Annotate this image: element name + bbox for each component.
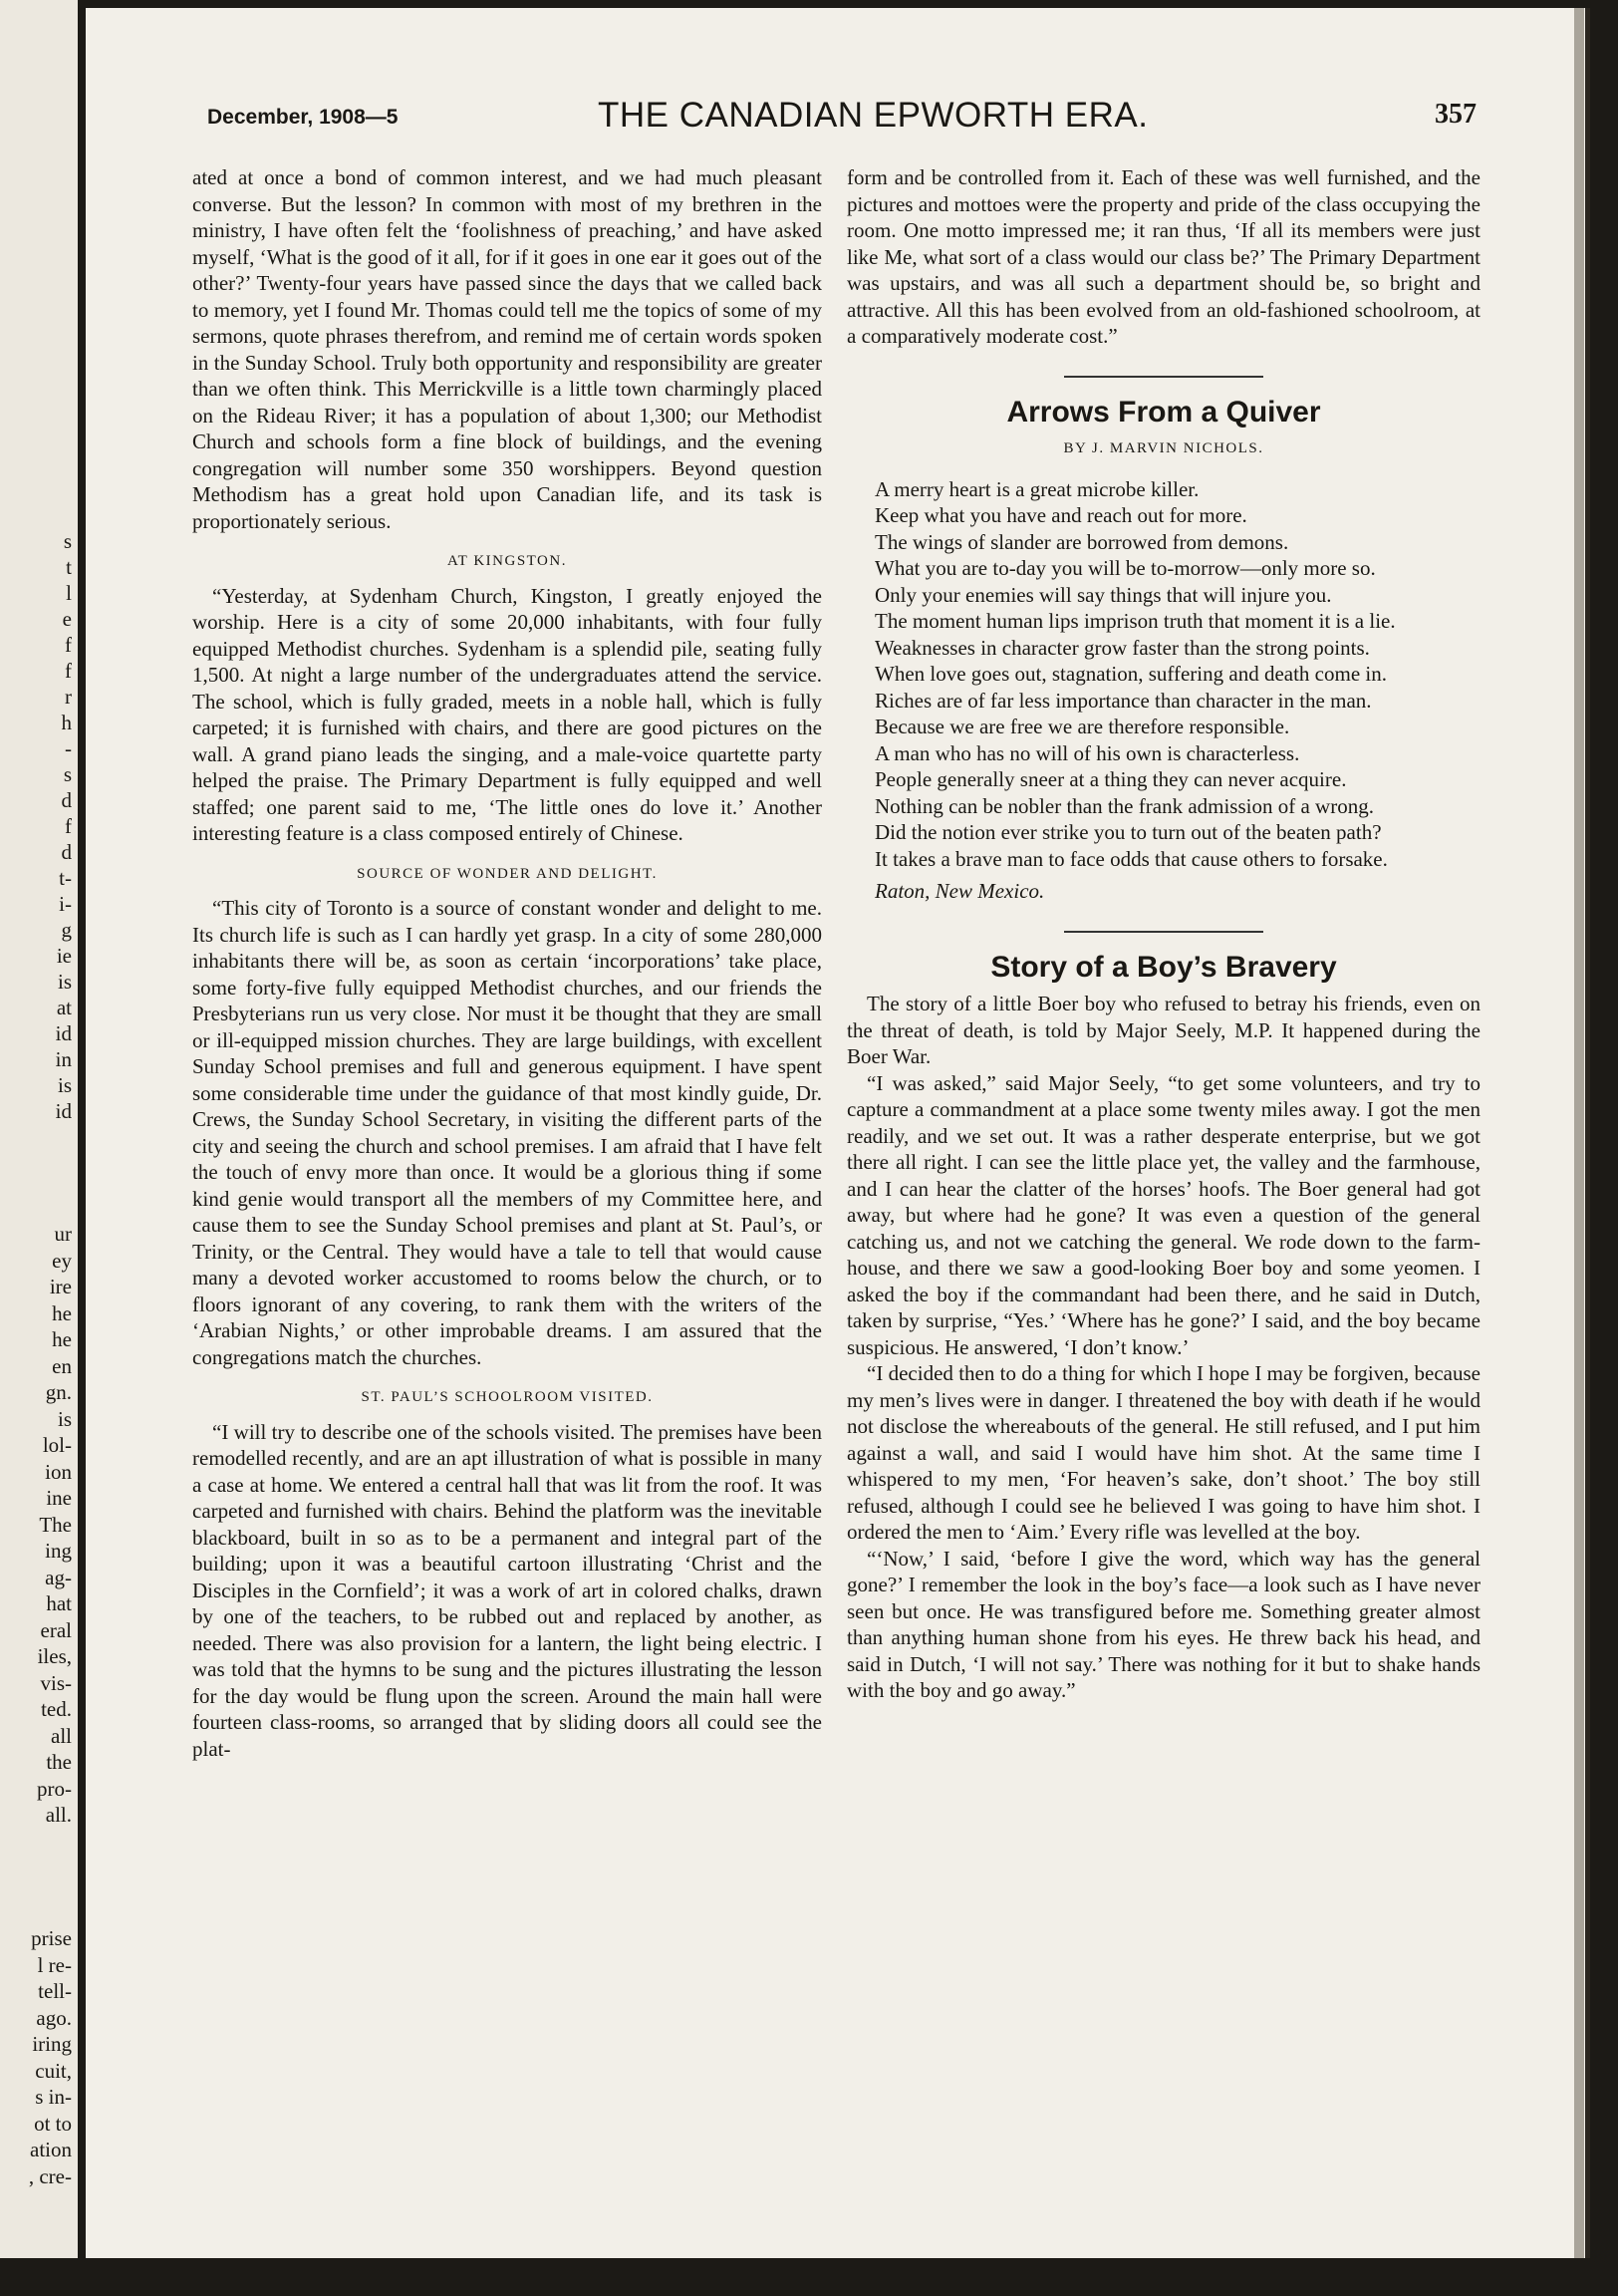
fragment-text: en (52, 1353, 72, 1378)
fragment-text: d (61, 788, 72, 812)
fragment-text: ag- (45, 1565, 72, 1589)
issue-date: December, 1908—5 (207, 106, 399, 129)
fragment-text: t (66, 555, 72, 579)
fragment-text: is (57, 1073, 72, 1097)
paragraph-toronto: “This city of Toronto is a source of constant wonder and delight to me. Its church life is such as I can hardly yet grasp. In a city of some 280,000 inhabitants there will be, as soon as certain ‘incorporations’ take place, some forty-five fully equipped Methodist churches, and our friends the Presbyterians run us very close. Nor must it be thought that they are small or ill-equipped mission churches. They are large buildings, with excellent Sunday School premises and full and generous equipment. I have spent some considerable time under the guidance of that most kindly guide, Dr. Crews, the Sunday School Secretary, in visiting the different parts of the city and seeing the church and school premises. I am afraid that I have felt the touch of envy more than once. It would be a glorious thing if some kind genie would transport all the members of my Committee here, and cause them to see the Sunday School premises and plant at St. Paul’s, or Trinity, or the Central. They would have a tale to tell that would cause many a devoted worker accustomed to rooms below the church, or to floors ignorant of any covering, to rank them with the writers of the ‘Arabian Nights,’ or other improbable dreams. I am assured that the congregations match the churches. (192, 896, 822, 1369)
fragment-text: l re- (37, 1952, 72, 1977)
left-column (192, 164, 822, 1762)
previous-page-fragments (0, 0, 78, 2296)
fragment-text: all. (45, 1803, 72, 1827)
binding-gutter (78, 0, 86, 2296)
fragment-text: i- (59, 892, 72, 916)
fragment-text: gn. (45, 1380, 72, 1404)
saying-item: Keep what you have and reach out for more. (875, 503, 1247, 527)
scan-border-top (0, 0, 1618, 8)
fragment-text: s (63, 762, 72, 786)
fragment-text: - (65, 736, 72, 760)
page-right-edge (1574, 8, 1584, 2258)
saying-item: Because we are free we are therefore responsible. (875, 715, 1290, 738)
page-number: 357 (1435, 99, 1477, 130)
subheading-kingston: AT KINGSTON. (447, 553, 567, 569)
fragment-text: cuit, (35, 2058, 72, 2083)
fragment-text: ing (45, 1539, 72, 1563)
article-title-bravery: Story of a Boy’s Bravery (990, 950, 1337, 984)
fragment-text: the (46, 1750, 72, 1774)
fragment-text: eral (40, 1617, 72, 1642)
fragment-text: tell- (38, 1979, 72, 2003)
fragment-text: ey (52, 1248, 72, 1273)
fragment-text: all (51, 1723, 72, 1748)
right-column (847, 164, 1481, 1704)
fragment-text: f (65, 659, 72, 683)
article-byline: BY J. MARVIN NICHOLS. (1063, 440, 1264, 456)
subheading-st-pauls: ST. PAUL’S SCHOOLROOM VISITED. (361, 1389, 654, 1405)
fragment-text: is (57, 1406, 72, 1431)
fragment-text: The (39, 1512, 72, 1537)
fragment-text: id (55, 1021, 72, 1045)
fragment-text: , cre- (28, 2163, 72, 2188)
section-divider (1064, 376, 1263, 378)
saying-item: Did the notion ever strike you to turn out of the beaten path? (875, 820, 1382, 844)
paragraph-boer-intro: The story of a little Boer boy who refused to betray his friends, even on the threat of death, is told by Major Seely, M.P. It happened during the Boer War. (847, 992, 1481, 1068)
saying-item: Only your enemies will say things that will injure you. (875, 582, 1332, 607)
fragment-text: ie (56, 944, 72, 968)
fragment-text: ted. (41, 1697, 72, 1721)
fragment-text: f (65, 633, 72, 657)
saying-item: Weaknesses in character grow faster than the strong points. (875, 635, 1370, 660)
fragment-text: ion (45, 1459, 72, 1484)
fragment-text: at (56, 996, 72, 1019)
scan-border-right (1590, 0, 1618, 2296)
paragraph-continued: form and be controlled from it. Each of these was well furnished, and the pictures and mottoes were the property and pride of the class occupying the room. One motto impressed me; it ran thus, ‘If all its members were just like Me, what sort of a class would our class be?’ The Primary Department was upstairs, and was all such a department should be, so bright and attractive. All this has been evolved from an old-fashioned schoolroom, at a comparatively moderate cost.” (847, 165, 1481, 348)
paragraph-boer-3: “I decided then to do a thing for which I hope I may be forgiven, because my men’s lives were in danger. I threatened the boy with death if he would not disclose the whereabouts of the general. He still refused, and I put him against a wall, and said I would have him shot. At the same time I whispered to my men, ‘For heaven’s sake, don’t shoot.’ The boy still refused, although I could see he believed I was going to have him shot. I ordered the men to ‘Aim.’ Every rifle was levelled at the boy. (847, 1361, 1481, 1544)
subheading-wonder: SOURCE OF WONDER AND DELIGHT. (357, 865, 658, 882)
saying-item: A man who has no will of his own is characterless. (875, 740, 1300, 765)
fragment-text: is (57, 970, 72, 994)
fragment-text: he (52, 1327, 72, 1351)
fragment-text: iring (32, 2032, 72, 2056)
fragment-text: f (65, 814, 72, 838)
fragment-text: h (61, 711, 72, 734)
saying-item: The moment human lips imprison truth that moment it is a lie. (875, 609, 1396, 633)
previous-page-edge (0, 0, 82, 2296)
fragment-text: in (55, 1047, 72, 1071)
fragment-text: s (63, 529, 72, 553)
paragraph-boer-2: “I was asked,” said Major Seely, “to get some volunteers, and try to capture a commandment at a place some twenty miles away. I got the men readily, and we set out. It was a rather desperate enterprise, but we got there all right. I can see the little place yet, the valley and the farmhouse, and I can hear the clatter of the horses’ hoofs. The Boer general had got away, but where had he gone? It was even a question of the general catching us, and not we catching the general. We rode down to the farm-house, and there we saw a good-looking Boer boy and some yeomen. I asked the boy if the commandant had been there, and he said in Dutch, taken by surprise, “Yes.’ ‘Where has he gone?’ I said, and the boy became suspicious. He answered, ‘I don’t know.’ (847, 1070, 1481, 1359)
saying-item: People generally sneer at a thing they can never acquire. (875, 767, 1347, 791)
fragment-text: id (55, 1099, 72, 1123)
paragraph-kingston: “Yesterday, at Sydenham Church, Kingston, I greatly enjoyed the worship. Here is a city of some 20,000 inhabitants, with four fully equipped Methodist churches. Sydenham is a splendid pile, seating fully 1,500. At night a large number of the undergraduates attend the service. The school, which is fully graded, meets in a noble hall, which is fully carpeted; it is furnished with chairs, and there are good pictures on the wall. A grand piano leads the singing, and a male-voice quartette party helped the praise. The Primary Department is fully equipped and well staffed; one parent said to me, ‘The little ones do love it.’ Another interesting feature is a class composed entirely of Chinese. (192, 583, 822, 845)
saying-item: It takes a brave man to face odds that cause others to forsake. (875, 846, 1388, 871)
fragment-text: e (62, 607, 72, 631)
fragment-text: ine (46, 1486, 72, 1510)
fragment-text: g (61, 918, 72, 942)
fragment-text: ur (54, 1222, 72, 1246)
article-title-arrows: Arrows From a Quiver (1006, 395, 1321, 429)
saying-item: The wings of slander are borrowed from demons. (875, 529, 1289, 554)
fragment-text: hat (46, 1591, 72, 1615)
fragment-text: vis- (40, 1670, 72, 1695)
fragment-text: d (61, 840, 72, 864)
fragment-text: s in- (35, 2085, 72, 2109)
fragment-text: ire (49, 1275, 72, 1298)
fragment-text: l (66, 581, 72, 605)
fragment-text: ago. (36, 2005, 72, 2030)
paragraph-boer-4: “‘Now,’ I said, ‘before I give the word, which way has the general gone?’ I remember the look in the boy’s face—a look such as I have never seen but once. He was transfigured before me. Something greater almost than anything human shone from his eyes. He threw back his head, and said in Dutch, ‘I will not say.’ There was nothing for it but to shake hands with the boy and go away.” (847, 1546, 1481, 1702)
saying-item: When love goes out, stagnation, suffering and death come in. (875, 662, 1387, 686)
scan-border-bottom (0, 2258, 1618, 2296)
fragment-text: ation (30, 2138, 72, 2161)
fragment-text: t- (59, 866, 72, 890)
section-divider (1064, 931, 1263, 933)
paragraph-schoolroom: “I will try to describe one of the schools visited. The premises have been remodelled recently, and are an apt illustration of what is possible in many a case at home. We entered a central hall that was lit from the roof. It was carpeted and furnished with chairs. Behind the platform was the inevitable blackboard, built in so as to be a permanent and integral part of the building; upon it was a beautiful cartoon illustrating ‘Christ and the Disciples in the Cornfield’; it was a work of art in colored chalks, drawn by one of the teachers, to be rubbed out and replaced by another, as needed. There was also provision for a lantern, the light being electric. I was told that the hymns to be sung and the pictures illustrating the lesson for the day would be flung upon the screen. Around the main hall were fourteen class-rooms, so arranged that by sliding doors all could see the plat- (192, 1419, 822, 1761)
author-location: Raton, New Mexico. (875, 879, 1045, 903)
magazine-title: THE CANADIAN EPWORTH ERA. (598, 96, 1149, 135)
fragment-text: lol- (42, 1433, 72, 1457)
saying-item: Nothing can be nobler than the frank admission of a wrong. (875, 793, 1374, 818)
fragment-text: iles, (37, 1644, 72, 1668)
saying-item: What you are to-day you will be to-morrow—only more so. (875, 556, 1376, 580)
fragment-text: pro- (37, 1776, 72, 1801)
paragraph-merrickville: ated at once a bond of common interest, and we had much pleasant converse. But the lesson? In common with most of my brethren in the ministry, I have often felt the ‘foolishness of preaching,’ and have asked myself, ‘What is the good of it all, for if it goes in one ear it goes out of the other?’ Twenty-four years have passed since the days that we called back to memory, yet I found Mr. Thomas could tell me the topics of some of my sermons, quote phrases therefrom, and remind me of certain words spoken in the Sunday School. Truly both opportunity and responsibility are greater than we often think. This Merrickville is a little town charmingly placed on the Rideau River; it has a population of about 1,300; our Methodist Church and schools form a fine block of buildings, and the evening congregation will number some 350 worshippers. Beyond question Methodism has a great hold upon Canadian life, and its task is proportionately serious. (192, 165, 822, 533)
saying-item: A merry heart is a great microbe killer. (875, 476, 1200, 501)
fragment-text: r (65, 685, 72, 709)
fragment-text: ot to (34, 2111, 72, 2136)
fragment-text: prise (31, 1926, 72, 1950)
saying-item: Riches are of far less importance than character in the man. (875, 688, 1372, 713)
sayings-list (847, 476, 1481, 873)
fragment-text: he (52, 1300, 72, 1325)
